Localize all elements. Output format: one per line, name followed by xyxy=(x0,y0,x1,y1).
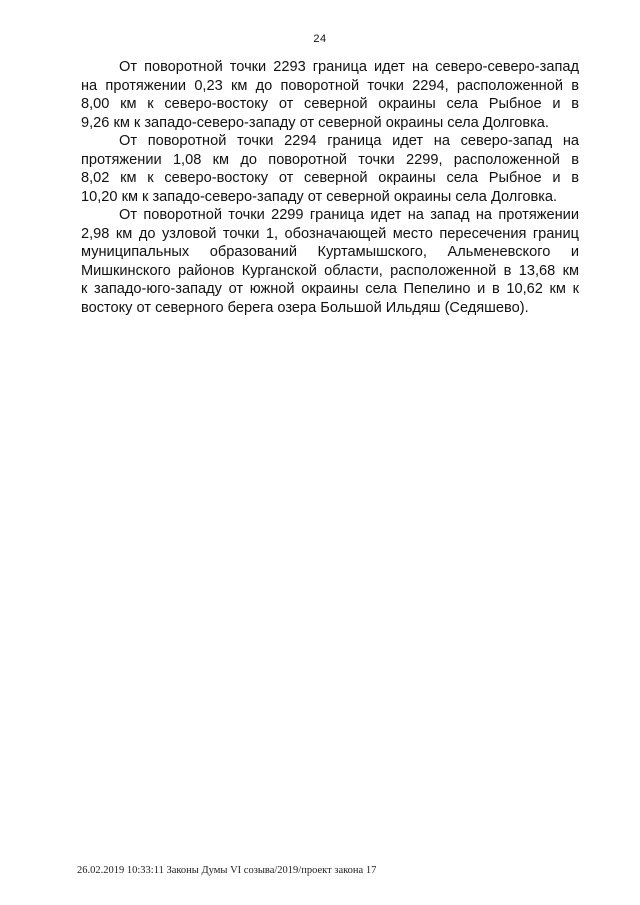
text-line: 2,98 км до узловой точки 1, обозначающей место пересечения границ xyxy=(81,225,579,242)
text-line: муниципальных образований Куртамышского, Альменевского и xyxy=(81,244,579,260)
text-line: востоку от северного берега озера Большой Ильдяш (Седяшево). xyxy=(81,299,529,316)
document-body xyxy=(81,58,579,317)
text-line: Мишкинского районов Курганской области, расположенной в 13,68 км xyxy=(81,262,579,279)
text-line: протяжении 1,08 км до поворотной точки 2299, расположенной в xyxy=(81,151,579,168)
footer-stamp: 26.02.2019 10:33:11 Законы Думы VI созыва/2019/проект закона 17 xyxy=(77,865,377,876)
paragraph-1 xyxy=(81,58,579,132)
text-line: От поворотной точки 2299 граница идет на запад на протяжении xyxy=(119,207,579,223)
text-line: От поворотной точки 2294 граница идет на северо-запад на xyxy=(119,133,579,149)
paragraph-3 xyxy=(81,206,579,317)
text-line: на протяжении 0,23 км до поворотной точки 2294, расположенной в xyxy=(81,77,579,94)
text-line: 9,26 км к западо-северо-западу от северной окраины села Долговка. xyxy=(81,114,549,131)
page-number: 24 xyxy=(313,33,327,45)
text-line: 8,02 км к северо-востоку от северной окраины села Рыбное и в xyxy=(81,170,579,186)
text-line: 10,20 км к западо-северо-западу от северной окраины села Долговка. xyxy=(81,188,558,205)
text-line: 8,00 км к северо-востоку от северной окраины села Рыбное и в xyxy=(81,96,579,112)
paragraph-2 xyxy=(81,132,579,206)
text-line: к западо-юго-западу от южной окраины села Пепелино и в 10,62 км к xyxy=(81,281,579,297)
text-line: От поворотной точки 2293 граница идет на северо-северо-запад xyxy=(119,59,579,75)
